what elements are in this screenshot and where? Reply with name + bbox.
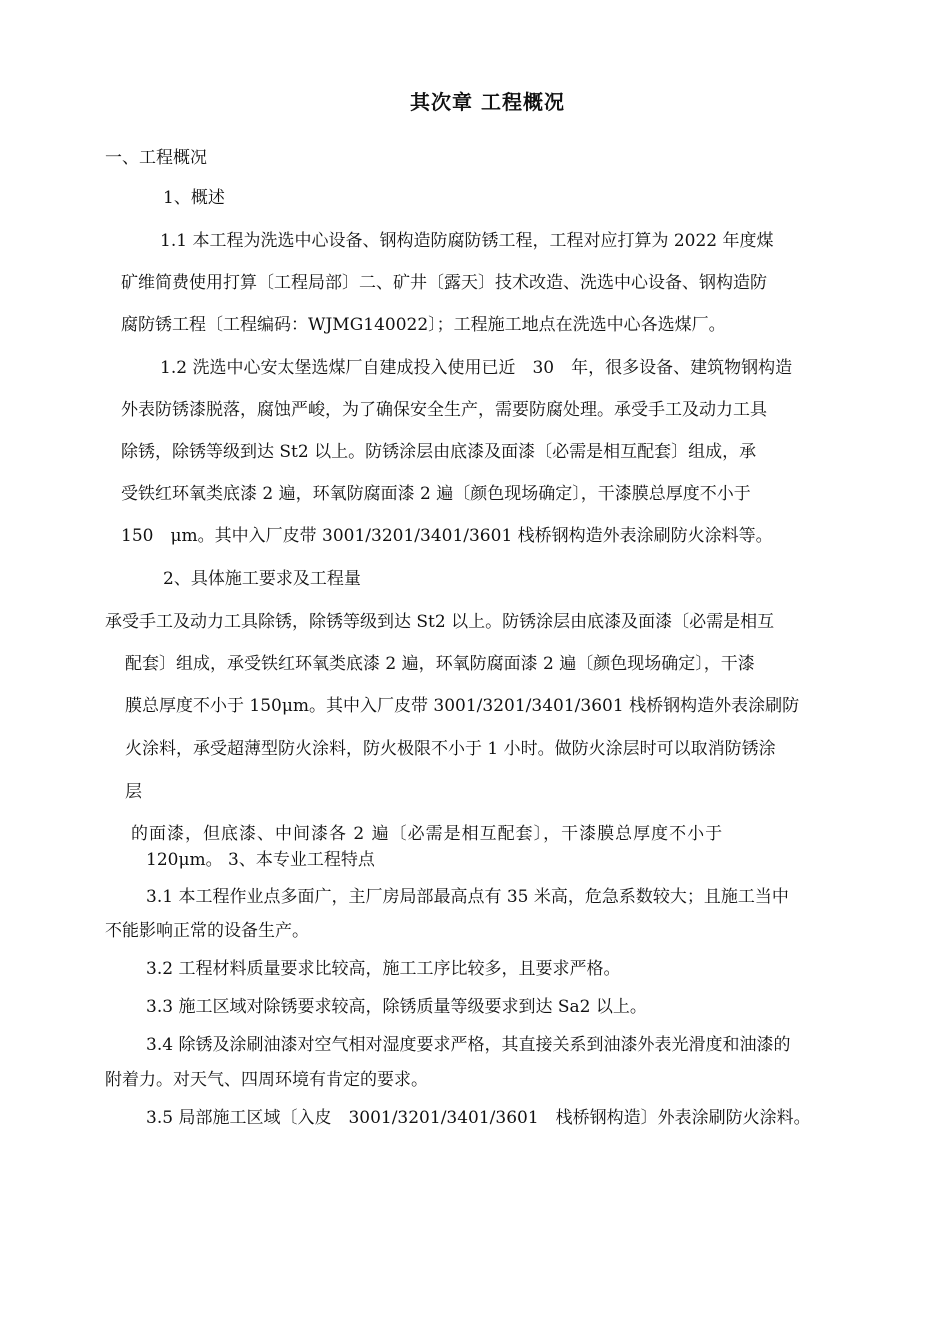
paragraph-line: 120μm。 3、本专业工程特点 (146, 850, 375, 870)
chapter-title: 其次章 工程概况 (410, 90, 565, 114)
paragraph-line: 150 μm。其中入厂皮带 3001/3201/3401/3601 栈桥钢构造外表涂刷防火涂料等。 (121, 526, 773, 546)
paragraph-line: 3.1 本工程作业点多面广，主厂房局部最高点有 35 米高，危急系数较大；且施工当中 (146, 887, 789, 907)
paragraph-line: 矿维简费使用打算〔工程局部〕二、矿井〔露天〕技术改造、洗选中心设备、钢构造防 (121, 273, 767, 293)
section-heading: 一、工程概况 (105, 148, 207, 168)
paragraph-line: 3.4 除锈及涂刷油漆对空气相对湿度要求严格，其直接关系到油漆外表光滑度和油漆的 (146, 1035, 791, 1055)
paragraph-line: 腐防锈工程〔工程编码：WJMG140022〕；工程施工地点在洗选中心各选煤厂。 (121, 315, 726, 335)
paragraph-line: 的面漆，但底漆、中间漆各 2 遍〔必需是相互配套〕，干漆膜总厚度不小于 (131, 824, 724, 844)
paragraph-line: 配套〕组成，承受铁红环氧类底漆 2 遍，环氧防腐面漆 2 遍〔颜色现场确定〕，干漆 (125, 654, 755, 674)
paragraph-line: 火涂料，承受超薄型防火涂料，防火极限不小于 1 小时。做防火涂层时可以取消防锈涂 (125, 739, 776, 759)
paragraph-line: 1.2 洗选中心安太堡选煤厂自建成投入使用已近 30 年，很多设备、建筑物钢构造 (160, 358, 793, 378)
paragraph-line: 承受手工及动力工具除锈，除锈等级到达 St2 以上。防锈涂层由底漆及面漆〔必需是相互 (105, 612, 775, 632)
subsection-heading: 2、具体施工要求及工程量 (163, 569, 361, 589)
paragraph-line: 层 (125, 782, 142, 802)
paragraph-line: 3.2 工程材料质量要求比较高，施工工序比较多，且要求严格。 (146, 959, 621, 979)
paragraph-line: 除锈，除锈等级到达 St2 以上。防锈涂层由底漆及面漆〔必需是相互配套〕组成，承 (121, 442, 757, 462)
paragraph-line: 受铁红环氧类底漆 2 遍，环氧防腐面漆 2 遍〔颜色现场确定〕，干漆膜总厚度不小于 (121, 484, 751, 504)
paragraph-line: 3.5 局部施工区域〔入皮 3001/3201/3401/3601 栈桥钢构造〕外表涂刷防火涂料。 (146, 1108, 811, 1128)
paragraph-line: 膜总厚度不小于 150μm。其中入厂皮带 3001/3201/3401/3601 栈桥钢构造外表涂刷防 (125, 696, 800, 716)
paragraph-line: 外表防锈漆脱落，腐蚀严峻，为了确保安全生产，需要防腐处理。承受手工及动力工具 (121, 400, 767, 420)
paragraph-line: 不能影响正常的设备生产。 (105, 921, 309, 941)
paragraph-line: 1.1 本工程为洗选中心设备、钢构造防腐防锈工程，工程对应打算为 2022 年度煤 (160, 231, 774, 251)
subsection-heading: 1、概述 (163, 188, 225, 208)
paragraph-line: 3.3 施工区域对除锈要求较高，除锈质量等级要求到达 Sa2 以上。 (146, 997, 647, 1017)
paragraph-line: 附着力。对天气、四周环境有肯定的要求。 (105, 1070, 428, 1090)
